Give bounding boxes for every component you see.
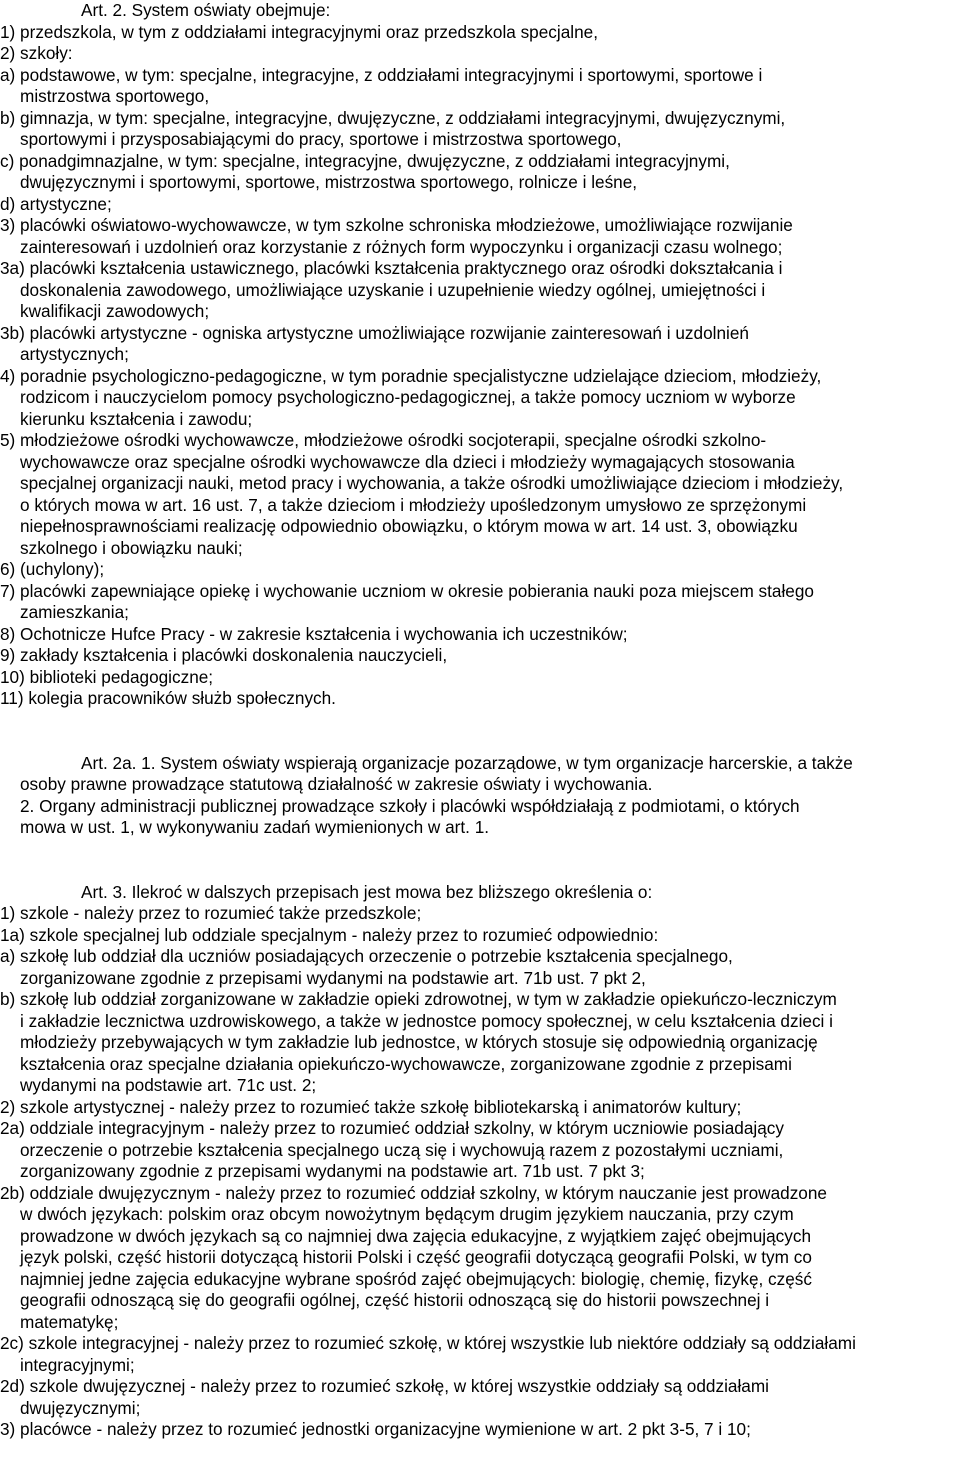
text-line: specjalnej organizacji nauki, metod pracy i wychowania, a także ośrodki umożliwiające dzieciom i młodzieży, — [20, 473, 844, 493]
text-line: 1) szkole - należy przez to rozumieć także przedszkole; — [0, 903, 422, 923]
text-line: o których mowa w art. 16 ust. 7, a także dzieciom i młodzieży upośledzonym umysłowo ze sprzężonymi — [20, 494, 807, 515]
text-line: 2a) oddziale integracyjnym - należy przez to rozumieć oddział szkolny, w którym uczniowie posiadający — [0, 1118, 784, 1138]
text-line: wychowawcze oraz specjalne ośrodki wychowawcze dla dzieci i młodzieży wymagających stosowania — [20, 451, 795, 472]
article-art3 — [0, 882, 954, 1441]
article-art2 — [0, 0, 954, 710]
article-gap — [0, 860, 954, 882]
text-line: prowadzone w dwóch językach są co najmniej dwa zajęcia edukacyjne, z wyjątkiem zajęć obejmujących — [20, 1225, 812, 1246]
text-line: 10) biblioteki pedagogiczne; — [0, 666, 214, 687]
text-line: orzeczenie o potrzebie kształcenia specjalnego uczą się i wychowują razem z pozostałymi uczniami, — [20, 1139, 784, 1160]
text-line: kierunku kształcenia i zawodu; — [20, 408, 253, 429]
text-line: zamieszkania; — [20, 602, 129, 622]
text-line: geografii odnoszącą się do geografii ogólnej, część historii odnoszącą się do historii powszechnej i — [20, 1290, 770, 1310]
text-line: 2. Organy administracji publicznej prowadzące szkoły i placówki współdziałają z podmiotami, o których — [20, 795, 800, 816]
text-line: b) szkołę lub oddział zorganizowane w zakładzie opieki zdrowotnej, w tym w zakładzie opiekuńczo-leczniczym — [0, 989, 837, 1009]
text-line: 3) placówce - należy przez to rozumieć jednostki organizacyjne wymienione w art. 2 pkt 3-5, 7 i 10; — [0, 1419, 751, 1439]
text-line: a) podstawowe, w tym: specjalne, integracyjne, z oddziałami integracyjnymi i sportowymi, sportowe i — [0, 64, 763, 85]
text-line: kwalifikacji zawodowych; — [20, 301, 210, 321]
text-line: 1) przedszkola, w tym z oddziałami integracyjnymi oraz przedszkola specjalne, — [0, 21, 598, 42]
text-line: język polski, część historii dotyczącą historii Polski i część geografii dotyczącą geografii Polski, w tym co — [20, 1247, 812, 1267]
text-line: niepełnosprawnościami realizację odpowiednio obowiązku, o którym mowa w art. 14 ust. 3, obowiązku — [20, 516, 798, 536]
text-line: 3) placówki oświatowo-wychowawcze, w tym szkolne schroniska młodzieżowe, umożliwiające rozwijanie — [0, 215, 793, 235]
text-line: osoby prawne prowadzące statutową działalność w zakresie oświaty i wychowania. — [20, 774, 653, 794]
text-line: artystycznych; — [20, 344, 129, 364]
article-heading-line: Art. 3. Ilekroć w dalszych przepisach jest mowa bez bliższego określenia o: — [81, 881, 653, 902]
text-line: zorganizowane zgodnie z przepisami wydanymi na podstawie art. 71b ust. 7 pkt 2, — [20, 967, 646, 988]
text-line: 2) szkoły: — [0, 43, 73, 63]
text-line: szkolnego i obowiązku nauki; — [20, 537, 243, 558]
text-line: 6) (uchylony); — [0, 559, 105, 579]
text-line: dwujęzycznymi i sportowymi, sportowe, mistrzostwa sportowego, rolnicze i leśne, — [20, 172, 638, 192]
text-line: sportowymi i przysposabiającymi do pracy, sportowe i mistrzostwa sportowego, — [20, 129, 622, 149]
text-line: 5) młodzieżowe ośrodki wychowawcze, młodzieżowe ośrodki socjoterapii, specjalne ośrodki szkolno- — [0, 430, 767, 450]
text-line: 2c) szkole integracyjnej - należy przez to rozumieć szkołę, w której wszystkie lub niektóre oddziały są oddziałami — [0, 1333, 856, 1353]
text-line: kształcenia oraz specjalne działania opiekuńczo-wychowawcze, zorganizowane zgodnie z przepisami — [20, 1053, 792, 1074]
article-gap — [0, 710, 954, 732]
text-line: c) ponadgimnazjalne, w tym: specjalne, integracyjne, dwujęzyczne, z oddziałami integracyjnymi, — [0, 150, 730, 171]
text-line: młodzieży przebywających w tym zakładzie lub jednostce, w których stosuje się odpowiednią organizację — [20, 1032, 818, 1052]
text-line: wydanymi na podstawie art. 71c ust. 2; — [20, 1075, 317, 1095]
text-line: 4) poradnie psychologiczno-pedagogiczne, w tym poradnie specjalistyczne udzielające dzieciom, młodzieży, — [0, 365, 822, 386]
text-line: dwujęzycznymi; — [20, 1397, 141, 1418]
article-art2a — [0, 753, 954, 839]
text-line: a) szkołę lub oddział dla uczniów posiadających orzeczenie o potrzebie kształcenia specjalnego, — [0, 946, 733, 966]
text-line: doskonalenia zawodowego, umożliwiające uzyskanie i uzupełnienie wiedzy ogólnej, umiejętności i — [20, 279, 766, 300]
text-line: 1a) szkole specjalnej lub oddziale specjalnym - należy przez to rozumieć odpowiednio: — [0, 924, 659, 945]
article-gap — [0, 839, 954, 861]
text-line: 9) zakłady kształcenia i placówki doskonalenia nauczycieli, — [0, 645, 448, 665]
text-line: zorganizowany zgodnie z przepisami wydanymi na podstawie art. 71b ust. 7 pkt 3; — [20, 1161, 645, 1181]
article-gap — [0, 731, 954, 753]
text-line: w dwóch językach: polskim oraz obcym nowożytnym będącym drugim językiem nauczania, przy czym — [20, 1204, 794, 1224]
text-line: 7) placówki zapewniające opiekę i wychowanie uczniom w okresie pobierania nauki poza miejscem stałego — [0, 580, 814, 601]
text-line: matematykę; — [20, 1311, 119, 1332]
text-line: 2) szkole artystycznej - należy przez to rozumieć także szkołę bibliotekarską i animatorów kultury; — [0, 1096, 742, 1117]
text-line: zainteresowań i uzdolnień oraz korzystanie z różnych form wypoczynku i organizacji czasu wolnego; — [20, 236, 783, 257]
text-line: 2b) oddziale dwujęzycznym - należy przez to rozumieć oddział szkolny, w którym nauczanie jest prowadzone — [0, 1182, 827, 1203]
article-heading-line: Art. 2a. 1. System oświaty wspierają organizacje pozarządowe, w tym organizacje harcerskie, a także — [81, 752, 853, 773]
text-line: mowa w ust. 1, w wykonywaniu zadań wymienionych w art. 1. — [20, 817, 490, 837]
text-line: d) artystyczne; — [0, 193, 112, 214]
text-line: i zakładzie lecznictwa uzdrowiskowego, a także w jednostce pomocy społecznej, w celu kształcenia dzieci i — [20, 1010, 833, 1031]
text-line: b) gimnazja, w tym: specjalne, integracyjne, dwujęzyczne, z oddziałami integracyjnymi, dwujęzycznymi, — [0, 107, 786, 128]
text-line: 8) Ochotnicze Hufce Pracy - w zakresie kształcenia i wychowania ich uczestników; — [0, 623, 628, 644]
text-line: integracyjnymi; — [20, 1354, 135, 1375]
text-line: mistrzostwa sportowego, — [20, 86, 210, 106]
article-heading-line: Art. 2. System oświaty obejmuje: — [81, 0, 331, 20]
text-line: 3a) placówki kształcenia ustawicznego, placówki kształcenia praktycznego oraz ośrodki dokształcania i — [0, 258, 783, 278]
text-line: 3b) placówki artystyczne - ogniska artystyczne umożliwiające rozwijanie zainteresowań i uzdolnień — [0, 322, 749, 343]
text-line: najmniej jedne zajęcia edukacyjne wybrane spośród zajęć obejmujących: biologię, chemię, fizykę, część — [20, 1268, 812, 1289]
text-line: 11) kolegia pracowników służb społecznych. — [0, 688, 336, 708]
text-line: 2d) szkole dwujęzycznej - należy przez to rozumieć szkołę, w której wszystkie oddziały są oddziałami — [0, 1376, 769, 1396]
text-line: rodzicom i nauczycielom pomocy psychologiczno-pedagogicznej, a także pomocy uczniom w wyborze — [20, 387, 796, 407]
